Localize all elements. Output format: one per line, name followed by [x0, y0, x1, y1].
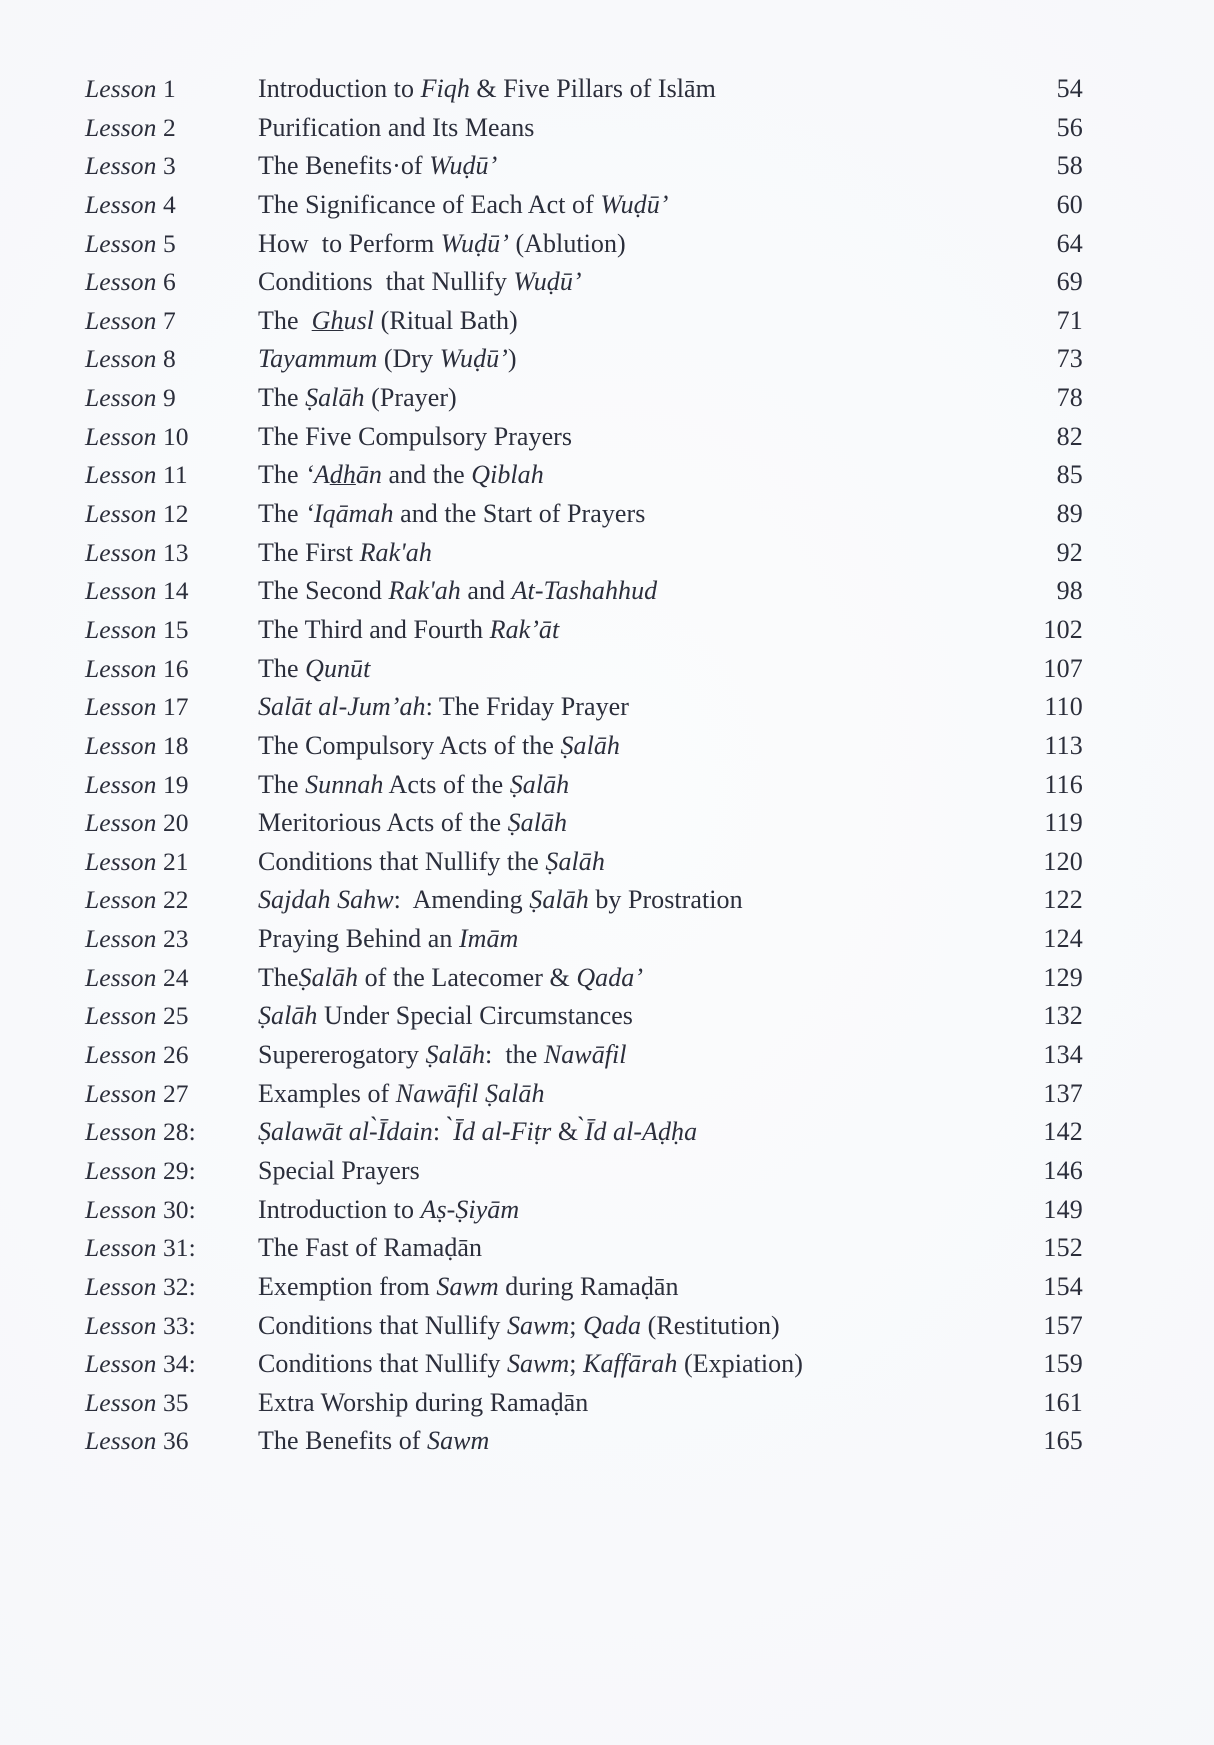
lesson-number: 13 — [162, 537, 189, 567]
toc-entry-title: The Ghusl (Ritual Bath) — [258, 305, 518, 335]
toc-entry-row[interactable] — [85, 924, 1095, 963]
lesson-word: Lesson — [85, 112, 157, 142]
toc-entry-title: TheṢalāh of the Latecomer & Qada’ — [258, 962, 644, 992]
lesson-word: Lesson — [85, 1078, 157, 1108]
toc-entry-lesson-label — [85, 1233, 257, 1263]
toc-entry-lesson-label — [85, 885, 257, 915]
toc-entry-row[interactable] — [85, 615, 1095, 654]
lesson-number: 30: — [162, 1194, 196, 1224]
lesson-word: Lesson — [85, 653, 157, 683]
lesson-number: 3 — [162, 151, 176, 181]
lesson-number: 28: — [162, 1117, 196, 1147]
lesson-number: 1 — [162, 74, 176, 103]
toc-entry-row[interactable] — [85, 1079, 1095, 1118]
toc-entry-lesson-label — [85, 499, 257, 529]
toc-entry-lesson-label — [85, 1195, 257, 1225]
toc-entry-title: Conditions that Nullify Sawm; Qada (Restitution) — [258, 1310, 780, 1340]
toc-entry-row[interactable] — [85, 1311, 1095, 1350]
toc-entry-title: The Third and Fourth Rak’āt — [258, 614, 560, 644]
toc-entry-row[interactable] — [85, 499, 1095, 538]
lesson-number: 5 — [162, 228, 176, 258]
toc-entry-title: Introduction to Aṣ-Ṣiyām — [258, 1194, 520, 1224]
toc-entry-page-number: 134 — [1043, 1040, 1083, 1070]
lesson-number: 29: — [162, 1155, 196, 1185]
toc-entry-row[interactable] — [85, 576, 1095, 615]
toc-entry-lesson-label — [85, 963, 257, 993]
lesson-word: Lesson — [85, 885, 157, 915]
toc-entry-page-number: 56 — [1056, 112, 1083, 142]
toc-entry-page-number: 82 — [1056, 421, 1083, 451]
lesson-word: Lesson — [85, 1426, 157, 1456]
lesson-number: 6 — [162, 267, 176, 297]
lesson-word: Lesson — [85, 499, 157, 529]
toc-entry-row[interactable] — [85, 1233, 1095, 1272]
lesson-word: Lesson — [85, 614, 157, 644]
toc-entry-row[interactable] — [85, 74, 1095, 113]
lesson-word: Lesson — [85, 962, 157, 992]
lesson-word: Lesson — [85, 460, 157, 490]
lesson-number: 16 — [162, 653, 189, 683]
toc-entry-row[interactable] — [85, 1001, 1095, 1040]
toc-entry-title: The Sunnah Acts of the Ṣalāh — [258, 769, 570, 799]
lesson-word: Lesson — [85, 846, 157, 876]
toc-entry-page-number: 71 — [1056, 305, 1083, 335]
toc-entry-page-number: 157 — [1043, 1310, 1083, 1340]
toc-entry-row[interactable] — [85, 306, 1095, 345]
toc-entry-row[interactable] — [85, 963, 1095, 1002]
toc-entry-page-number: 78 — [1056, 383, 1083, 413]
toc-entry-lesson-label — [85, 190, 257, 220]
toc-entry-lesson-label — [85, 538, 257, 568]
toc-entry-lesson-label — [85, 229, 257, 259]
toc-entry-page-number: 98 — [1056, 576, 1083, 606]
toc-entry-lesson-label — [85, 1156, 257, 1186]
toc-entry-lesson-label — [85, 74, 257, 104]
lesson-number: 33: — [162, 1310, 196, 1340]
toc-entry-page-number: 58 — [1056, 151, 1083, 181]
toc-entry-row[interactable] — [85, 229, 1095, 268]
toc-entry-lesson-label — [85, 770, 257, 800]
lesson-number: 10 — [162, 421, 189, 451]
toc-entry-page-number: 85 — [1056, 460, 1083, 490]
toc-entry-title: Conditions that Nullify Sawm; Kaffārah (Expiation) — [258, 1349, 803, 1379]
toc-entry-title: Ṣalawāt al-̀Īdain: ̀Īd al-Fiṭr & ̀Īd al-Aḍḥa — [258, 1117, 698, 1147]
toc-entry-title: Examples of Nawāfil Ṣalāh — [258, 1078, 545, 1108]
toc-entry-row[interactable] — [85, 538, 1095, 577]
lesson-word: Lesson — [85, 267, 157, 297]
toc-entry-lesson-label — [85, 1272, 257, 1302]
toc-entry-row[interactable] — [85, 885, 1095, 924]
lesson-word: Lesson — [85, 730, 157, 760]
lesson-number: 31: — [162, 1233, 196, 1263]
toc-entry-title: Meritorious Acts of the Ṣalāh — [258, 808, 568, 838]
lesson-word: Lesson — [85, 344, 157, 374]
toc-entry-title: The First Rak'ah — [258, 537, 432, 567]
toc-entry-lesson-label — [85, 1117, 257, 1147]
toc-entry-lesson-label — [85, 113, 257, 143]
lesson-word: Lesson — [85, 1233, 157, 1263]
lesson-number: 26 — [162, 1040, 189, 1070]
lesson-word: Lesson — [85, 1155, 157, 1185]
lesson-word: Lesson — [85, 1387, 157, 1417]
lesson-number: 11 — [162, 460, 188, 490]
toc-entry-lesson-label — [85, 731, 257, 761]
toc-entry-title: The Benefits of Sawm — [258, 1426, 490, 1456]
toc-entry-page-number: 124 — [1043, 924, 1083, 954]
lesson-number: 19 — [162, 769, 189, 799]
toc-entry-page-number: 159 — [1043, 1349, 1083, 1379]
lesson-word: Lesson — [85, 151, 157, 181]
toc-entry-lesson-label — [85, 1079, 257, 1109]
lesson-number: 4 — [162, 189, 176, 219]
toc-entry-row[interactable] — [85, 422, 1095, 461]
toc-entry-page-number: 89 — [1056, 499, 1083, 529]
lesson-word: Lesson — [85, 537, 157, 567]
toc-entry-title: Conditions that Nullify Wuḍū’ — [258, 267, 582, 297]
toc-entry-row[interactable] — [85, 1349, 1095, 1388]
toc-entry-page-number: 73 — [1056, 344, 1083, 374]
lesson-number: 32: — [162, 1271, 196, 1301]
toc-entry-lesson-label — [85, 460, 257, 490]
lesson-word: Lesson — [85, 383, 157, 413]
lesson-word: Lesson — [85, 189, 157, 219]
toc-entry-title: Sajdah Sahw: Amending Ṣalāh by Prostration — [258, 885, 743, 915]
toc-entry-page-number: 102 — [1043, 614, 1083, 644]
toc-entry-lesson-label — [85, 151, 257, 181]
toc-entry-lesson-label — [85, 344, 257, 374]
toc-entry-title: The Qunūt — [258, 653, 371, 683]
lesson-word: Lesson — [85, 576, 157, 606]
toc-entry-row[interactable] — [85, 267, 1095, 306]
toc-entry-row[interactable] — [85, 1426, 1095, 1465]
lesson-word: Lesson — [85, 1117, 157, 1147]
toc-entry-page-number: 142 — [1043, 1117, 1083, 1147]
toc-entry-title: The Fast of Ramaḍān — [258, 1233, 483, 1263]
toc-entry-page-number: 64 — [1056, 228, 1083, 258]
lesson-word: Lesson — [85, 924, 157, 954]
toc-entry-title: Exemption from Sawm during Ramaḍān — [258, 1271, 679, 1301]
lesson-number: 35 — [162, 1387, 189, 1417]
toc-entry-title: Special Prayers — [258, 1155, 420, 1185]
toc-entry-row[interactable] — [85, 113, 1095, 152]
toc-entry-title: Ṣalāh Under Special Circumstances — [258, 1001, 633, 1031]
lesson-number: 7 — [162, 305, 176, 335]
lesson-number: 25 — [162, 1001, 189, 1031]
toc-entry-title: The Benefits·of Wuḍū’ — [258, 151, 498, 181]
toc-entry-row[interactable] — [85, 1388, 1095, 1427]
toc-entry-page-number: 107 — [1043, 653, 1083, 683]
toc-entry-page-number: 146 — [1043, 1155, 1083, 1185]
lesson-number: 21 — [162, 846, 189, 876]
lesson-word: Lesson — [85, 808, 157, 838]
toc-entry-title: The ‘Adhān and the Qiblah — [258, 460, 544, 490]
toc-entry-page-number: 69 — [1056, 267, 1083, 297]
toc-entry-title: Extra Worship during Ramaḍān — [258, 1387, 589, 1417]
lesson-word: Lesson — [85, 305, 157, 335]
lesson-number: 24 — [162, 962, 189, 992]
toc-entry-page-number: 129 — [1043, 962, 1083, 992]
lesson-number: 2 — [162, 112, 176, 142]
toc-entry-lesson-label — [85, 924, 257, 954]
toc-entry-title: Introduction to Fiqh & Five Pillars of Islām — [258, 74, 716, 103]
toc-entry-lesson-label — [85, 615, 257, 645]
toc-entry-page-number: 54 — [1056, 74, 1083, 103]
toc-entry-title: The Five Compulsory Prayers — [258, 421, 573, 451]
lesson-word: Lesson — [85, 692, 157, 722]
toc-entry-row[interactable] — [85, 1117, 1095, 1156]
toc-entry-title: Tayammum (Dry Wuḍū’) — [258, 344, 517, 374]
toc-entry-row[interactable] — [85, 1040, 1095, 1079]
toc-entry-lesson-label — [85, 267, 257, 297]
toc-entry-lesson-label — [85, 847, 257, 877]
toc-entry-lesson-label — [85, 1349, 257, 1379]
lesson-word: Lesson — [85, 74, 157, 103]
toc-entry-page-number: 113 — [1044, 730, 1083, 760]
toc-entry-row[interactable] — [85, 151, 1095, 190]
lesson-word: Lesson — [85, 1349, 157, 1379]
toc-entry-row[interactable] — [85, 654, 1095, 693]
toc-entry-row[interactable] — [85, 1156, 1095, 1195]
toc-entry-lesson-label — [85, 692, 257, 722]
lesson-word: Lesson — [85, 1310, 157, 1340]
toc-entry-title: Praying Behind an Imām — [258, 924, 519, 954]
toc-entry-title: Supererogatory Ṣalāh: the Nawāfil — [258, 1040, 627, 1070]
lesson-word: Lesson — [85, 1271, 157, 1301]
toc-entry-row[interactable] — [85, 383, 1095, 422]
toc-entry-lesson-label — [85, 1388, 257, 1418]
toc-entry-lesson-label — [85, 1040, 257, 1070]
lesson-number: 22 — [162, 885, 189, 915]
toc-entry-page-number: 92 — [1056, 537, 1083, 567]
toc-entry-title: The Significance of Each Act of Wuḍū’ — [258, 189, 669, 219]
toc-entry-lesson-label — [85, 808, 257, 838]
toc-entry-page-number: 149 — [1043, 1194, 1083, 1224]
toc-entry-title: The ‘Iqāmah and the Start of Prayers — [258, 499, 646, 529]
lesson-word: Lesson — [85, 1001, 157, 1031]
lesson-number: 12 — [162, 499, 189, 529]
lesson-number: 18 — [162, 730, 189, 760]
toc-entry-row[interactable] — [85, 460, 1095, 499]
toc-entry-row[interactable] — [85, 692, 1095, 731]
toc-entry-row[interactable] — [85, 344, 1095, 383]
toc-entry-page-number: 110 — [1044, 692, 1083, 722]
toc-entry-title: How to Perform Wuḍū’ (Ablution) — [258, 228, 626, 258]
table-of-contents-list — [85, 74, 1095, 1465]
toc-entry-page-number: 161 — [1043, 1387, 1083, 1417]
toc-entry-lesson-label — [85, 1311, 257, 1341]
lesson-number: 14 — [162, 576, 189, 606]
toc-entry-page-number: 60 — [1056, 189, 1083, 219]
lesson-number: 9 — [162, 383, 176, 413]
toc-entry-lesson-label — [85, 383, 257, 413]
lesson-number: 34: — [162, 1349, 196, 1379]
lesson-number: 20 — [162, 808, 189, 838]
toc-entry-row[interactable] — [85, 190, 1095, 229]
toc-entry-title: Conditions that Nullify the Ṣalāh — [258, 846, 605, 876]
toc-entry-lesson-label — [85, 1426, 257, 1456]
toc-entry-page-number: 132 — [1043, 1001, 1083, 1031]
toc-entry-lesson-label — [85, 1001, 257, 1031]
toc-entry-page-number: 122 — [1043, 885, 1083, 915]
toc-entry-page-number: 119 — [1044, 808, 1083, 838]
lesson-word: Lesson — [85, 1194, 157, 1224]
toc-entry-row[interactable] — [85, 1272, 1095, 1311]
toc-entry-title: The Ṣalāh (Prayer) — [258, 383, 457, 413]
lesson-number: 17 — [162, 692, 189, 722]
toc-entry-title: Purification and Its Means — [258, 112, 535, 142]
toc-entry-lesson-label — [85, 654, 257, 684]
toc-entry-page-number: 120 — [1043, 846, 1083, 876]
lesson-number: 36 — [162, 1426, 189, 1456]
lesson-word: Lesson — [85, 769, 157, 799]
toc-entry-row[interactable] — [85, 847, 1095, 886]
lesson-word: Lesson — [85, 1040, 157, 1070]
toc-entry-page-number: 137 — [1043, 1078, 1083, 1108]
toc-entry-lesson-label — [85, 422, 257, 452]
toc-entry-row[interactable] — [85, 731, 1095, 770]
lesson-word: Lesson — [85, 421, 157, 451]
toc-entry-lesson-label — [85, 576, 257, 606]
lesson-number: 15 — [162, 614, 189, 644]
lesson-number: 23 — [162, 924, 189, 954]
lesson-word: Lesson — [85, 228, 157, 258]
toc-entry-title: The Second Rak'ah and At-Tashahhud — [258, 576, 658, 606]
toc-entry-page-number: 116 — [1044, 769, 1083, 799]
toc-entry-page-number: 152 — [1043, 1233, 1083, 1263]
toc-entry-lesson-label — [85, 306, 257, 336]
toc-entry-page-number: 165 — [1043, 1426, 1083, 1456]
toc-entry-title: The Compulsory Acts of the Ṣalāh — [258, 730, 620, 760]
toc-entry-row[interactable] — [85, 808, 1095, 847]
toc-entry-row[interactable] — [85, 1195, 1095, 1234]
lesson-number: 8 — [162, 344, 176, 374]
toc-entry-row[interactable] — [85, 770, 1095, 809]
toc-entry-page-number: 154 — [1043, 1271, 1083, 1301]
lesson-number: 27 — [162, 1078, 189, 1108]
toc-entry-title: Salāt al-Jum’ah: The Friday Prayer — [258, 692, 629, 722]
